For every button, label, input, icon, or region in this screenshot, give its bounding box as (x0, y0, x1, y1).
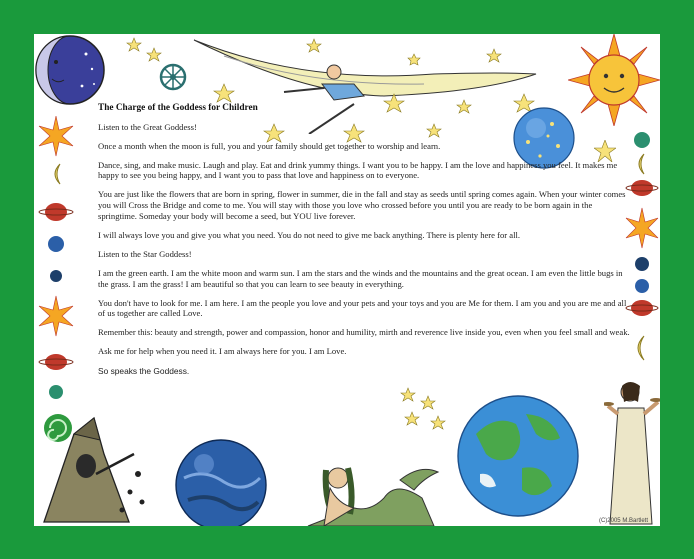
paragraph-6: Listen to the Star Goddess! (98, 248, 192, 259)
blue-planet-icon (174, 438, 268, 526)
earth-globe-icon (456, 394, 580, 518)
moon-face-icon (34, 34, 106, 106)
paragraph-3: Dance, sing, and make music. Laugh and play. Eat and drink yummy things. I want you to be happy. I am the love and happiness you feel. It makes me happy to see you being happy, and I want you to pass that love and happiness on to everyone. (98, 159, 618, 181)
mermaid-icon (304, 438, 440, 526)
planet-icon (36, 116, 76, 446)
page-content (34, 34, 660, 526)
star-icon (398, 386, 448, 432)
paragraph-9: Remember this: beauty and strength, power and compassion, honor and humility, mirth and reverence live inside you, even when you feel small and weak. (98, 327, 630, 338)
paragraph-10: Ask me for help when you need it. I am always here for you. I am Love. (98, 346, 347, 357)
paragraph-5: I will always love you and give you what you need. You do not need to give me back anything. There is plenty here for all. (98, 229, 521, 240)
paragraph-4: You are just like the flowers that are born in spring, flower in summer, die in the fall and stay as seeds until spring comes again. When your winter comes you will Cross the Bridge and come to me. You will stay with those you love who crossed before you until you are ready to be born again in the springtime. Someday your body will become a seed, but YOU live forever. (98, 189, 626, 221)
document-title: The Charge of the Goddess for Children (98, 103, 258, 113)
wizard-icon (34, 414, 154, 526)
copyright-notice: (C)2005 M.Bartlett (598, 518, 648, 524)
paragraph-8: You don't have to look for me. I am here. I am the people you love and your pets and your toys and you are Me for them. I am you and you are me and all of us together are called Love. (98, 297, 627, 319)
paragraph-1: Listen to the Great Goddess! (98, 121, 197, 132)
paragraph-11: So speaks the Goddess. (98, 365, 190, 376)
charge-text-block (98, 103, 630, 385)
paragraph-7: I am the green earth. I am the white moon and warm sun. I am the stars and the winds and the mountains and the great ocean. I am even the little bugs in the grass. I am the grass! I am beautiful so that you can learn to see beauty in everything. (98, 267, 623, 289)
goddess-figure-icon (604, 378, 660, 526)
paragraph-2: Once a month when the moon is full, you and your family should get together to worship and learn. (98, 140, 441, 151)
